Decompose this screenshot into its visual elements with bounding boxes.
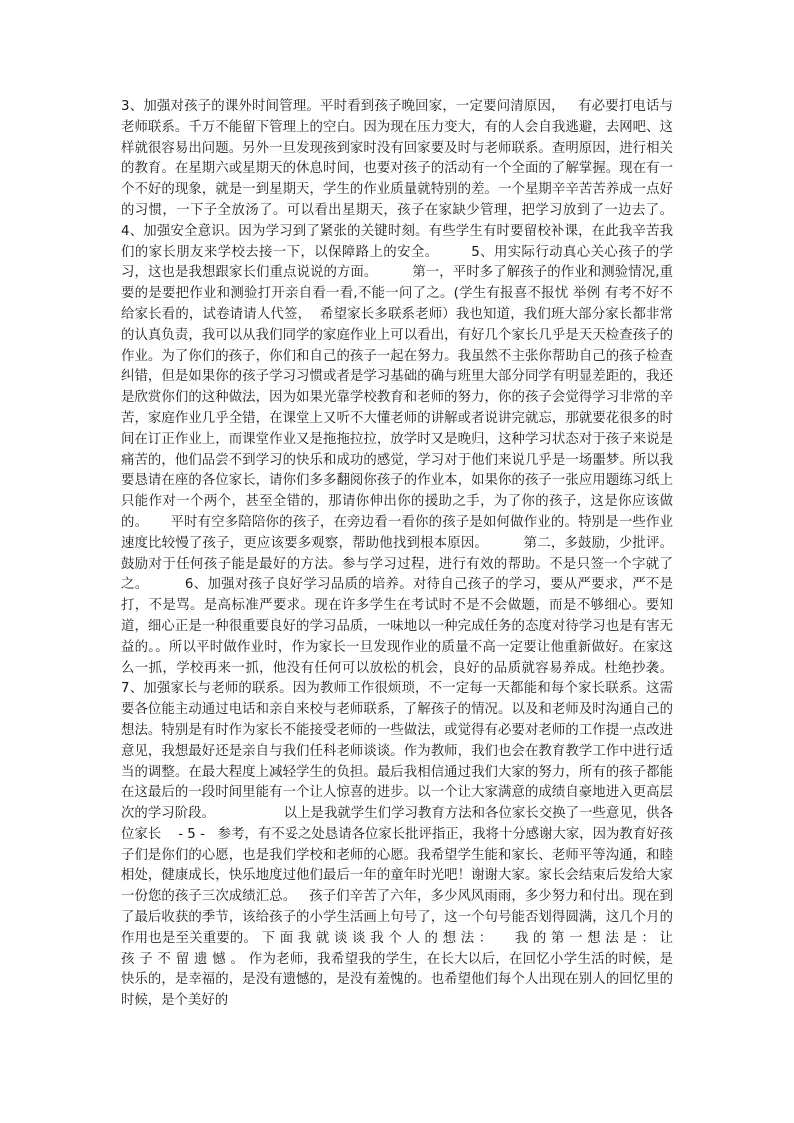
body-text: 3、加强对孩子的课外时间管理。平时看到孩子晚回家，一定要问清原因， 有必要打电话与老师联系。千万不能留下管理上的空白。因为现在压力变大，有的人会自我逃避，去网吧、这样就很容易出问题。另外一旦发现孩到家时没有回家要及时与老师联系。查明原因，进行相关的教育。在星期六或星期天的休息时间，也要对孩子的活动有一个全面的了解掌握。现在有一个不好的现象，就是一到星期天，学生的作业质量就特别的差。一个星期辛辛苦苦养成一点好的习惯，一下子全放汤了。可以看出星期天，孩子在家缺少管理，把学习放到了一边去了。 4、加强安全意识。因为学习到了紧张的关键时刻。有些学生有时要留校补课，在此我辛苦我们的家长朋友来学校去接一下，以保障路上的安全。 5、用实际行动真心关心孩子的学习，这也是我想跟家长们重点说说的方面。 第一，平时多了解孩子的作业和测验情况,重要的是要把作业和测验打开亲自看一看,不能一问了之。(学生有报喜不报忧 举例 有考不好不给家长看的，试卷请请人代签， 希望家长多联系老师）我也知道，我们班大部分家长都非常的认真负责，我可以从我们同学的家庭作业上可以看出，有好几个家长几乎是天天检查孩子的作业。为了你们的孩子，你们和自己的孩子一起在努力。我虽然不主张你帮助自己的孩子检查纠错，但是如果你的孩子学习习惯或者是学习基础的确与班里大部分同学有明显差距的，我还是欣赏你们的这种做法，因为如果光靠学校教育和老师的努力，你的孩子会觉得学习非常的辛苦，家庭作业几乎全错，在课堂上又听不大懂老师的讲解或者说讲完就忘，那就要花很多的时间在订正作业上，而课堂作业又是拖拖拉拉，放学时又是晚归，这种学习状态对于孩子来说是痛苦的，他们品尝不到学习的快乐和成功的感觉，学习对于他们来说几乎是一场噩梦。所以我要恳请在座的各位家长，请你们多多翻阅你孩子的作业本，如果你的孩子一张应用题练习纸上只能作对一个两个，甚至全错的，那请你伸出你的援助之手，为了你的孩子，这是你应该做的。 平时有空多陪陪你的孩子，在旁边看一看你的孩子是如何做作业的。特别是一些作业速度比较慢了孩子，更应该要多观察，帮助他找到根本原因。 第二，多鼓励，少批评。鼓励对于任何孩子能是最好的方法。参与学习过程，进行有效的帮助。不是只签一个字就了之。 6、加强对孩子良好学习品质的培养。对待自己孩子的学习，要从严要求，严不是打，不是骂。是高标准严要求。现在许多学生在考试时不是不会做题，而是不够细心。要知道，细心正是一种很重要良好的学习品质，一味地以一种完成任务的态度对待学习也是有害无益的。。所以平时做作业时，作为家长一旦发现作业的质量不高一定要让他重新做好。在家这么一抓，学校再来一抓，他没有任何可以放松的机会，良好的品质就容易养成。杜绝抄袭。 7、加强家长与老师的联系。因为教师工作很烦琐，不一定每一天都能和每个家长联系。这需要各位能主动通过电话和亲自来校与老师联系，了解孩子的情况。以及和老师及时沟通自己的想法。特别是有时作为家长不能接受老师的一些做法，或觉得有必要对老师的工作提一点改进意见，我想最好还是亲自与我们任科老师谈谈。作为教师，我们也会在教育教学工作中进行适当的调整。在最大程度上减轻学生的负担。最后我相信通过我们大家的努力，所有的孩子都能在这最后的一段时间里能有一个让人惊喜的进步。以一个让大家满意的成绩自豪地进入更高层次的学习阶段。 以上是我就学生们学习教育方法和各位家长交换了一些意见，供各位家长 - 5 - 参考，有不妥之处恳请各位家长批评指正，我将十分感谢大家，因为教育好孩子们是你们的心愿，也是我们学校和老师的心愿。我希望学生能和家长、老师平等沟通，和睦相处，健康成长，快乐地度过他们最后一年的童年时光吧！谢谢大家。家长会结束后发给大家一份您的孩子三次成绩汇总。 孩子们辛苦了六年，多少风风雨雨，多少努力和付出。现在到了最后收获的季节，该给孩子的小学生活画上句号了，这一个句号能否划得圆满，这几个月的作用也是至关重要的。 下 面 我 就 谈 谈 我 个 人 的 想 法 ： 我 的 第 一 想 法 是 ： 让 孩 子 不 留 遗 憾 。 作为老师，我希望我的学生，在长大以后，在回忆小学生活的时候，是快乐的，是幸福的，是没有遗憾的，是没有羞愧的。也希望他们每个人出现在别人的回忆里的时候，是个美好的 [121, 99, 708, 1009]
